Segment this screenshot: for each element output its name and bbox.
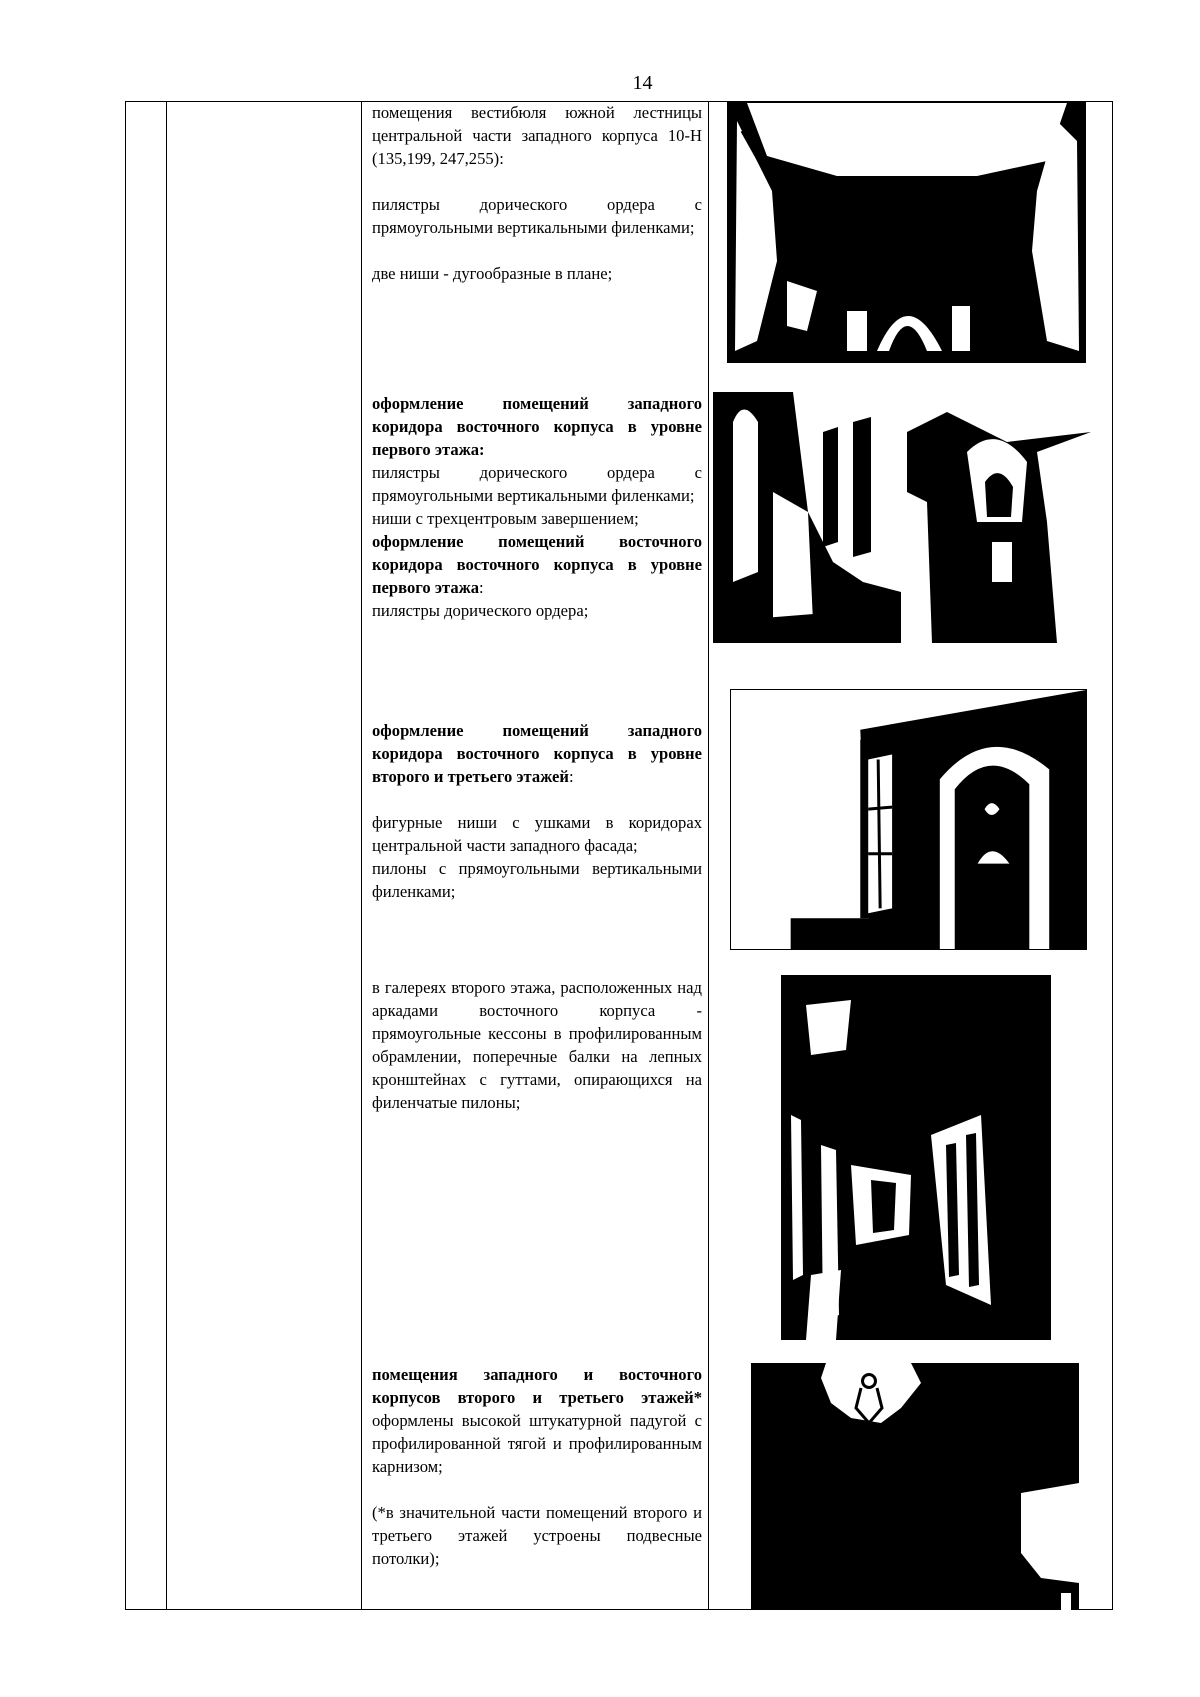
heading-tail: : <box>479 578 484 597</box>
paragraph: пилястры дорического ордера; <box>372 601 589 620</box>
section-south-stair-vestibule <box>372 101 702 285</box>
paragraph <box>372 1363 702 1478</box>
section-heading-wrap <box>372 530 702 599</box>
section-heading: оформление помещений западного коридора восточного корпуса в уровне второго и третьего этажей <box>372 721 702 786</box>
photo-south-stair-vestibule <box>727 101 1086 363</box>
paragraph: фигурные ниши с ушками в коридорах центральной части западного фасада; <box>372 813 702 855</box>
photo-figured-niches <box>730 689 1087 950</box>
heading-tail: : <box>568 767 574 786</box>
section-rooms-second-third-floors <box>372 1363 702 1570</box>
section-heading: помещения западного и восточного корпусов второго и третьего этажей* <box>372 1365 702 1407</box>
section-second-floor-galleries <box>372 976 702 1114</box>
footnote: (*в значительной части помещений второго и третьего этажей устроены подвесные потолки); <box>372 1503 702 1568</box>
paragraph-text: оформлены высокой штукатурной падугой с профилированной тягой и профилированным карнизом; <box>372 1411 702 1476</box>
section-heading: оформление помещений восточного коридора восточного корпуса в уровне первого этажа <box>372 532 702 597</box>
column-divider <box>166 102 167 1609</box>
column-divider <box>361 102 362 1609</box>
column-divider <box>708 102 709 1609</box>
section-heading-wrap <box>372 719 702 788</box>
photo-east-corridor-first-floor <box>907 392 1091 643</box>
section-heading: оформление помещений западного коридора восточного корпуса в уровне первого этажа: <box>372 394 702 459</box>
section-east-building-second-third-floors <box>372 719 702 903</box>
page-number: 14 <box>632 72 653 94</box>
photo-second-floor-gallery <box>781 975 1051 1340</box>
paragraph: пилястры дорического ордера с прямоугольными вертикальными филенками; <box>372 195 702 237</box>
paragraph: в галереях второго этажа, расположенных над аркадами восточного корпуса - прямоугольные кессоны в профилированным обрамлении, поперечные балки на лепных кронштейнах с гуттами, опирающихся на филенчатые пилоны; <box>372 978 702 1112</box>
section-east-building-first-floor <box>372 392 702 622</box>
paragraph: помещения вестибюля южной лестницы центральной части западного корпуса 10-Н (135,199, 247,255): <box>372 103 702 168</box>
photo-west-corridor-first-floor <box>713 392 901 643</box>
paragraph: ниши с трехцентровым завершением; <box>372 509 639 528</box>
paragraph: пилястры дорического ордера с прямоугольными вертикальными филенками; <box>372 463 702 505</box>
paragraph: две ниши - дугообразные в плане; <box>372 264 613 283</box>
paragraph: пилоны с прямоугольными вертикальными филенками; <box>372 859 702 901</box>
photo-ceiling-cornice <box>751 1363 1079 1610</box>
